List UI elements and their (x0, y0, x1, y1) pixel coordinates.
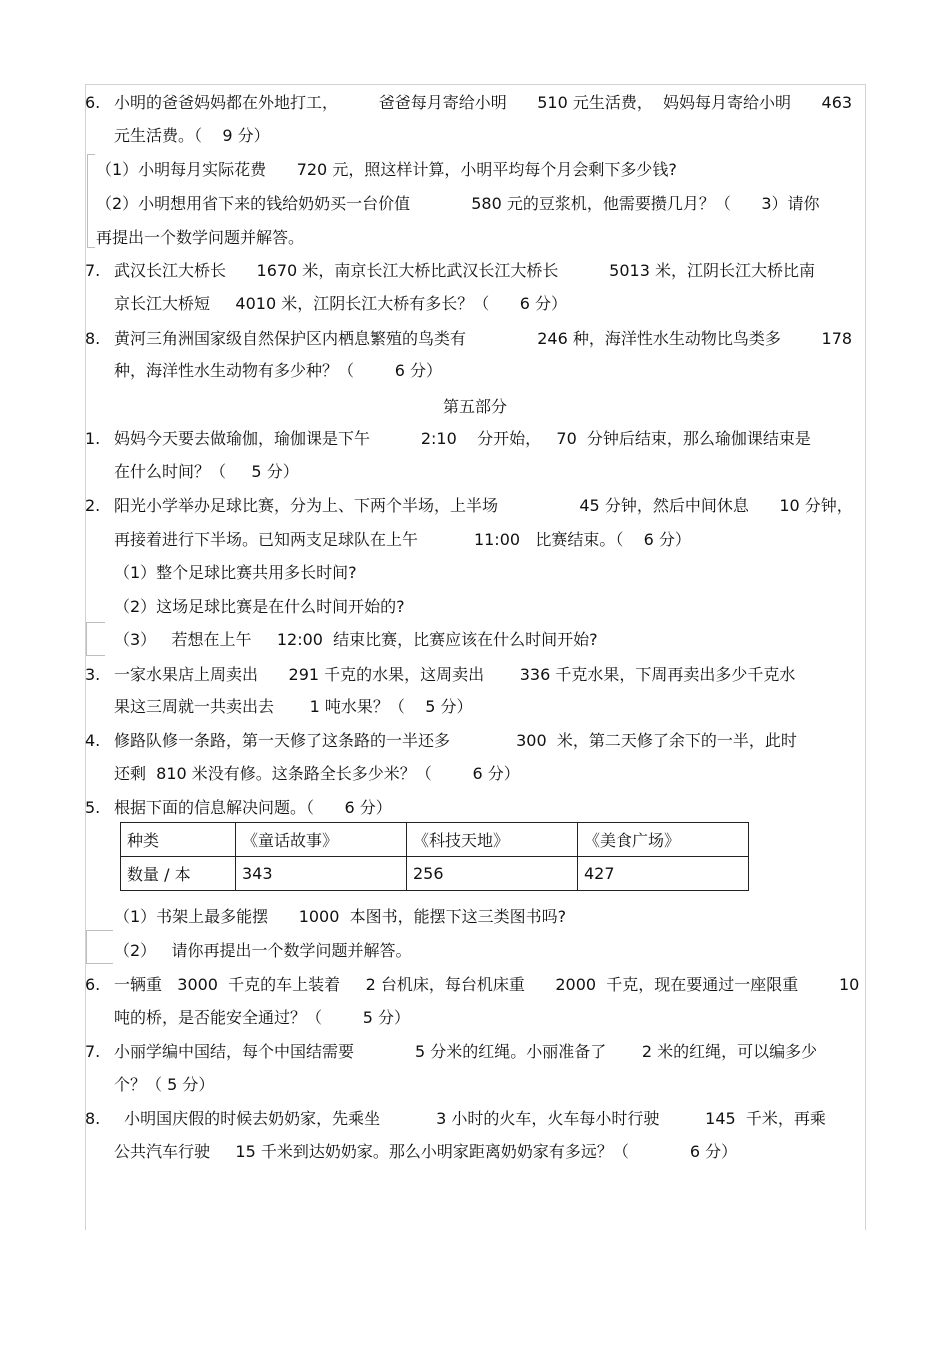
question-number: 5. (85, 798, 101, 817)
sub-question: 再提出一个数学问题并解答。 (96, 228, 305, 247)
question-text: 武汉长江大桥长 1670 米，南京长江大桥比武汉长江大桥长 5013 米，江阴长江大桥比南 (114, 261, 815, 280)
book-table (120, 822, 749, 891)
question-text: 果这三周就一共卖出去 1 吨水果？（ 5 分） (114, 697, 473, 716)
sub-question: （2）小明想用省下来的钱给奶奶买一台价值 580 元的豆浆机，他需要攒几月？（ 3）请你 (96, 194, 820, 213)
bracket-mark (86, 930, 113, 964)
bracket-mark (86, 622, 105, 656)
sub-question: （2）这场足球比赛是在什么时间开始的? (114, 597, 405, 616)
table-header-cell: 种类 (121, 823, 236, 857)
question-text: 黄河三角洲国家级自然保护区内栖息繁殖的鸟类有 246 种，海洋性水生动物比鸟类多 178 (114, 329, 853, 348)
table-row (121, 857, 749, 891)
question-text: 个？（ 5 分） (114, 1075, 215, 1094)
question-text: 公共汽车行驶 15 千米到达奶奶家。那么小明家距离奶奶家有多远？（ 6 分） (114, 1142, 738, 1161)
question-number: 2. (85, 496, 101, 515)
bracket-mark (87, 154, 95, 248)
question-number: 6. (85, 975, 101, 994)
table-header-cell: 《美食广场》 (578, 823, 749, 857)
question-text: 一家水果店上周卖出 291 千克的水果，这周卖出 336 千克水果，下周再卖出多少千克水 (114, 665, 796, 684)
sub-question: （1）整个足球比赛共用多长时间? (114, 563, 357, 582)
question-text: 小明国庆假的时候去奶奶家，先乘坐 3 小时的火车，火车每小时行驶 145 千米，再乘 (114, 1109, 826, 1128)
question-number: 1. (85, 429, 101, 448)
table-cell: 256 (407, 857, 578, 891)
question-number: 6. (85, 93, 101, 112)
section-title: 第五部分 (442, 397, 507, 416)
question-text: 一辆重 3000 千克的车上装着 2 台机床，每台机床重 2000 千克，现在要通过一座限重 10 (114, 975, 860, 994)
question-text: 种，海洋性水生动物有多少种？（ 6 分） (114, 361, 442, 380)
sub-question: （1）书架上最多能摆 1000 本图书，能摆下这三类图书吗? (114, 907, 567, 926)
table-header-cell: 《科技天地》 (407, 823, 578, 857)
question-text: 京长江大桥短 4010 米，江阴长江大桥有多长？（ 6 分） (114, 294, 568, 313)
question-number: 8. (85, 1109, 101, 1128)
table-row (121, 823, 749, 857)
question-text: 吨的桥，是否能安全通过？（ 5 分） (114, 1008, 410, 1027)
question-text: 小明的爸爸妈妈都在外地打工， 爸爸每月寄给小明 510 元生活费， 妈妈每月寄给小明 463 (114, 93, 853, 112)
table-cell: 343 (236, 857, 407, 891)
question-text: 再接着进行下半场。已知两支足球队在上午 11:00 比赛结束。（ 6 分） (114, 530, 691, 549)
question-text: 元生活费。（ 9 分） (114, 126, 270, 145)
question-number: 8. (85, 329, 101, 348)
question-number: 7. (85, 261, 101, 280)
question-number: 7. (85, 1042, 101, 1061)
table-cell: 427 (578, 857, 749, 891)
question-text: 修路队修一条路，第一天修了这条路的一半还多 300 米，第二天修了余下的一半，此时 (114, 731, 797, 750)
table-cell: 数量 / 本 (121, 857, 236, 891)
sub-question: （3） 若想在上午 12:00 结束比赛，比赛应该在什么时间开始? (114, 630, 598, 649)
question-number: 3. (85, 665, 101, 684)
question-number: 4. (85, 731, 101, 750)
question-text: 妈妈今天要去做瑜伽，瑜伽课是下午 2:10 分开始， 70 分钟后结束，那么瑜伽课结束是 (114, 429, 811, 448)
sub-question: （1）小明每月实际花费 720 元，照这样计算，小明平均每个月会剩下多少钱? (96, 160, 677, 179)
question-text: 还剩 810 米没有修。这条路全长多少米？（ 6 分） (114, 764, 520, 783)
question-text: 根据下面的信息解决问题。（ 6 分） (114, 798, 392, 817)
question-text: 小丽学编中国结，每个中国结需要 5 分米的红绳。小丽准备了 2 米的红绳，可以编多少 (114, 1042, 818, 1061)
sub-question: （2） 请你再提出一个数学问题并解答。 (114, 941, 412, 960)
question-text: 在什么时间？（ 5 分） (114, 462, 299, 481)
question-text: 阳光小学举办足球比赛，分为上、下两个半场，上半场 45 分钟，然后中间休息 10 分钟， (114, 496, 853, 515)
table-header-cell: 《童话故事》 (236, 823, 407, 857)
